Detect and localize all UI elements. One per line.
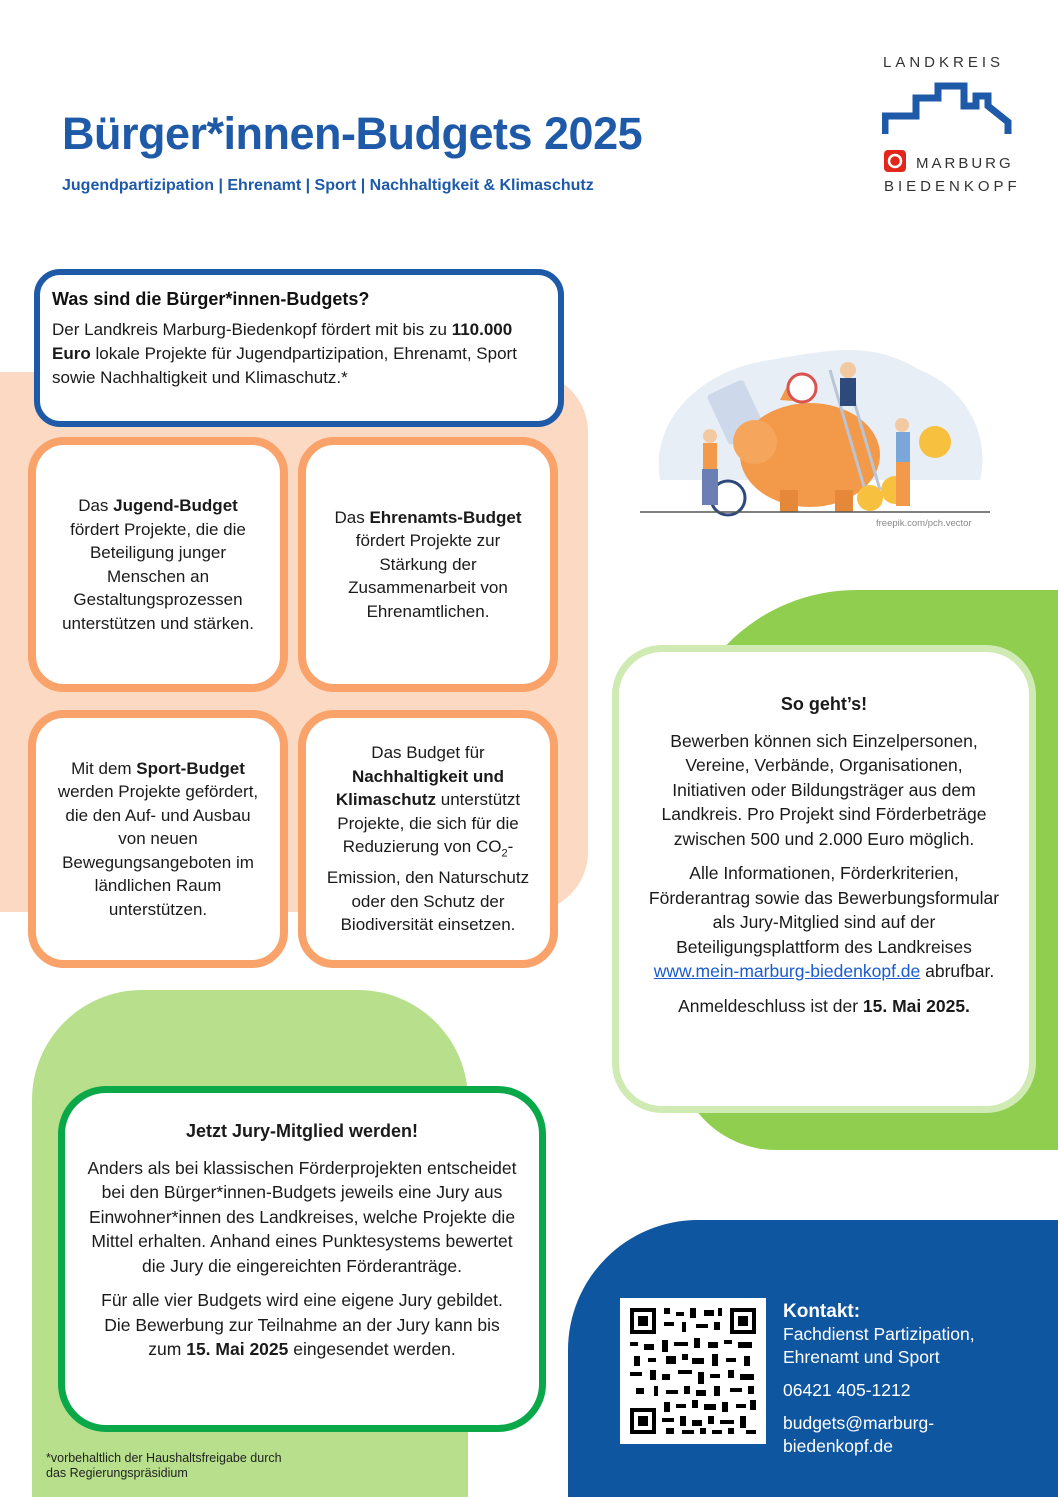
- how-to-box: [612, 645, 1036, 1113]
- sport-budget-box: [28, 710, 288, 968]
- jury-box: [58, 1086, 546, 1432]
- text-part: fördert Projekte zur Stärkung der Zusammenarbeit von Ehrenamtlichen.: [348, 531, 508, 621]
- text-part: abrufbar.: [920, 961, 995, 981]
- budget-name: Sport-Budget: [136, 758, 245, 778]
- intro-text-part: Der Landkreis Marburg-Biedenkopf fördert mit bis zu: [52, 320, 452, 339]
- nachhaltigkeit-budget-box: [298, 710, 558, 968]
- text-part: -Emission, den Naturschutz oder den Schutz der Biodiversität einsetzen.: [326, 837, 530, 935]
- budget-name: Nachhaltigkeit und Klimaschutz: [335, 766, 505, 810]
- how-to-heading: So geht’s!: [780, 694, 868, 714]
- intro-amount: 110.000 Euro: [52, 320, 513, 363]
- jury-paragraph-2: [87, 1288, 517, 1362]
- footnote-line: das Regierungspräsidium: [46, 1466, 188, 1480]
- text-part: Anmeldeschluss ist der: [678, 995, 863, 1016]
- text-part: Mit dem: [71, 758, 137, 778]
- page-subtitle: Jugendpartizipation | Ehrenamt | Sport | Nachhaltigkeit & Klimaschutz: [62, 177, 594, 194]
- ehrenamt-budget-box: [298, 437, 558, 692]
- text-part: Das: [78, 496, 114, 515]
- nachhaltigkeit-budget-text: [326, 741, 530, 936]
- intro-heading: Was sind die Bürger*innen-Budgets?: [52, 289, 370, 309]
- jugend-budget-box: [28, 437, 288, 692]
- logo-text-marburg: MARBURG: [916, 155, 1014, 172]
- jury-paragraph-1: Anders als bei klassischen Förderprojekten entscheidet bei den Bürger*innen-Budgets jeweils eine Jury aus Einwohner*innen des Landkreises, welche Projekte die Mittel erhalten. Anhand eines Punktesystems bewertet die Jury die eingereichten Förderanträge.: [87, 1157, 517, 1276]
- deadline-text: [647, 994, 1001, 1019]
- deadline-date: 15. Mai 2025.: [862, 995, 970, 1016]
- qr-code-icon[interactable]: [620, 1298, 766, 1444]
- footnote: [46, 1451, 282, 1481]
- budget-name: Ehrenamts-Budget: [369, 507, 522, 527]
- text-part: Das: [334, 507, 370, 527]
- text-part: unterstützt Projekte, die sich für die Reduzierung von CO: [337, 790, 521, 857]
- logo-text-biedenkopf: BIEDENKOPF: [884, 178, 1021, 195]
- contact-block: [783, 1300, 975, 1458]
- footnote-line: *vorbehaltlich der Haushaltsfreigabe durch: [46, 1451, 282, 1465]
- landkreis-logo-mark-icon: [882, 82, 1012, 138]
- piggy-bank-illustration-icon: [640, 330, 990, 520]
- jury-heading: Jetzt Jury-Mitglied werden!: [185, 1121, 419, 1141]
- sport-budget-text: [56, 757, 260, 922]
- contact-heading: Kontakt:: [783, 1301, 861, 1322]
- intro-text-part: lokale Projekte für Jugendpartizipation, Ehrenamt, Sport sowie Nachhaltigkeit und Klimaschutz.*: [52, 344, 517, 387]
- platform-link[interactable]: www.mein-marburg-biedenkopf.de: [653, 961, 921, 981]
- logo-text-landkreis: LANDKREIS: [883, 54, 1005, 71]
- contact-department-line: Ehrenamt und Sport: [783, 1347, 940, 1367]
- how-to-paragraph-1: Bewerben können sich Einzelpersonen, Vereine, Verbände, Organisationen, Initiativen oder Bildungsträger aus dem Landkreis. Pro Projekt sind Förderbeträge zwischen 500 und 2.000 Euro möglich.: [661, 730, 987, 849]
- text-part: Das Budget für: [371, 743, 485, 763]
- how-to-paragraph-2: [647, 861, 1001, 984]
- contact-department-line: Fachdienst Partizipation,: [783, 1324, 975, 1344]
- image-credit: freepik.com/pch.vector: [876, 518, 972, 529]
- contact-email-line[interactable]: biedenkopf.de: [783, 1436, 893, 1456]
- jugend-budget-text: [56, 494, 260, 635]
- ehrenamt-budget-text: [326, 506, 530, 624]
- co2-subscript: 2: [501, 847, 508, 860]
- contact-email-line[interactable]: budgets@marburg-: [783, 1413, 935, 1433]
- intro-box: [34, 269, 564, 427]
- text-part: werden Projekte gefördert, die den Auf- und Ausbau von neuen Bewegungsangeboten im ländlichen Raum unterstützen.: [57, 782, 259, 919]
- text-part: Für alle vier Budgets wird eine eigene Jury gebildet. Die Bewerbung zur Teilnahme an der Jury kann bis zum: [101, 1290, 503, 1359]
- text-part: fördert Projekte, die die Beteiligung junger Menschen an Gestaltungsprozessen unterstützen und stärken.: [62, 519, 254, 633]
- text-part: eingesendet werden.: [288, 1339, 456, 1359]
- page-title: Bürger*innen-Budgets 2025: [62, 108, 643, 159]
- contact-phone[interactable]: 06421 405-1212: [783, 1380, 911, 1400]
- budget-name: Jugend-Budget: [113, 496, 238, 515]
- text-part: Alle Informationen, Förderkriterien, Förderantrag sowie das Bewerbungsformular als Jury-Mitglied sind auf der Beteiligungsplattform des Landkreises: [648, 863, 1000, 957]
- intro-text: [52, 318, 546, 390]
- jury-deadline-date: 15. Mai 2025: [186, 1339, 289, 1359]
- marburg-logo-square-icon: [884, 150, 908, 174]
